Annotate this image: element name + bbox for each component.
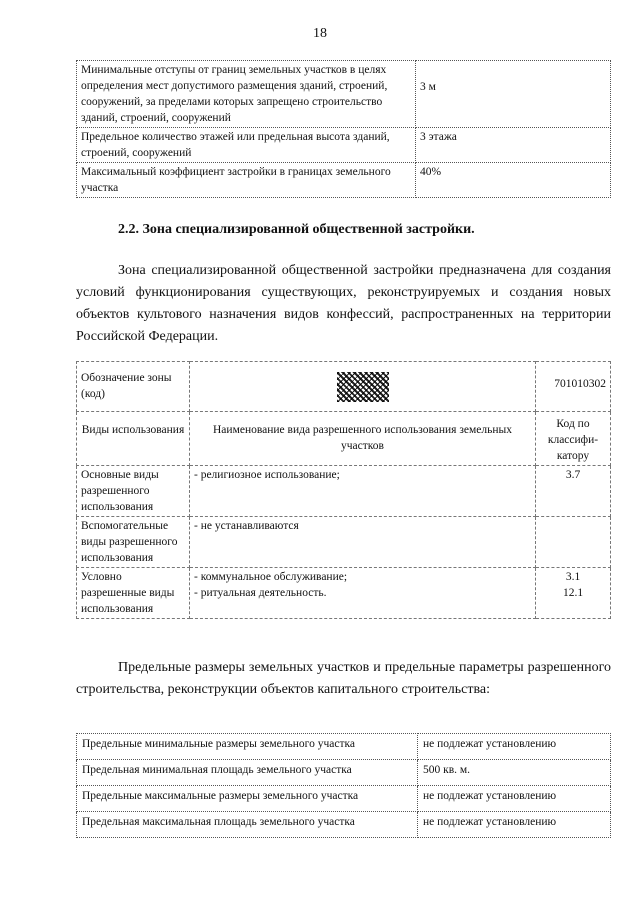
table-row	[77, 760, 611, 786]
zone-code: 701010302	[536, 362, 611, 412]
header-code: Код по классифи-катору	[536, 412, 611, 466]
usage-code: 12.1	[562, 587, 584, 599]
limit-value: 500 кв. м.	[418, 760, 611, 786]
header-types: Виды использования	[77, 412, 190, 466]
limits-paragraph	[76, 657, 611, 701]
usage-type: Условно разрешенные виды использования	[77, 568, 190, 619]
limit-label: Предельные минимальные размеры земельного участка	[77, 734, 418, 760]
usage-name: - ритуальная деятельность.	[194, 587, 327, 599]
limit-value: не подлежат установлению	[418, 812, 611, 838]
table-row	[77, 163, 611, 198]
usage-name: - религиозное использование;	[194, 469, 340, 481]
usage-name: - коммунальное обслуживание;	[194, 571, 348, 583]
usage-code: 3.7	[565, 469, 581, 481]
param-label: Минимальные отступы от границ земельных участков в целях определения мест допустимого размещения зданий, строений, сооружений, за пределами которых запрещено строительство зданий, строений, сооружений	[77, 61, 416, 128]
usage-name: - не устанавливаются	[194, 520, 299, 532]
usage-codes	[536, 517, 611, 568]
table-row	[77, 568, 611, 619]
limits-paragraph-text: Предельные размеры земельных участков и предельные параметры разрешенного строительства, реконструкции объектов капитального строительства:	[76, 660, 611, 697]
usage-code: 3.1	[565, 571, 581, 583]
intro-paragraph	[76, 260, 611, 348]
intro-paragraph-text: Зона специализированной общественной застройки предназначена для создания условий функционирования существующих, реконструируемых и создания новых объектов культового назначения видов конфессий, распространенных на территории Российской Федерации.	[76, 263, 611, 344]
table-row	[77, 812, 611, 838]
limit-label: Предельная максимальная площадь земельного участка	[77, 812, 418, 838]
designation-label: Обозначение зоны (код)	[77, 362, 190, 412]
limit-value: не подлежат установлению	[418, 734, 611, 760]
section-heading: 2.2. Зона специализированной общественной застройки.	[118, 222, 475, 237]
table-row	[77, 786, 611, 812]
hatch-pattern-icon	[337, 372, 389, 402]
limit-label: Предельные максимальные размеры земельного участка	[77, 786, 418, 812]
table-row	[77, 466, 611, 517]
usage-type: Основные виды разрешенного использования	[77, 466, 190, 517]
table-row	[77, 734, 611, 760]
table-row	[77, 517, 611, 568]
usage-names	[190, 517, 536, 568]
table-row	[77, 61, 611, 128]
param-value: 40%	[416, 163, 611, 198]
table-row	[77, 128, 611, 163]
limit-value: не подлежат установлению	[418, 786, 611, 812]
plot-limits-table	[76, 733, 611, 838]
table-row	[77, 362, 611, 412]
usage-type: Вспомогательные виды разрешенного использования	[77, 517, 190, 568]
usage-names	[190, 568, 536, 619]
limit-label: Предельная минимальная площадь земельного участка	[77, 760, 418, 786]
usage-codes	[536, 568, 611, 619]
zone-usage-table	[76, 361, 611, 619]
param-label: Максимальный коэффициент застройки в границах земельного участка	[77, 163, 416, 198]
param-value: 3 этажа	[416, 128, 611, 163]
table-row	[77, 412, 611, 466]
usage-codes	[536, 466, 611, 517]
usage-names	[190, 466, 536, 517]
page-number: 18	[313, 26, 327, 41]
param-value: 3 м	[416, 61, 611, 128]
parameters-table	[76, 60, 611, 198]
param-label: Предельное количество этажей или предельная высота зданий, строений, сооружений	[77, 128, 416, 163]
header-name: Наименование вида разрешенного использования земельных участков	[190, 412, 536, 466]
zone-hatch-symbol	[190, 362, 536, 412]
